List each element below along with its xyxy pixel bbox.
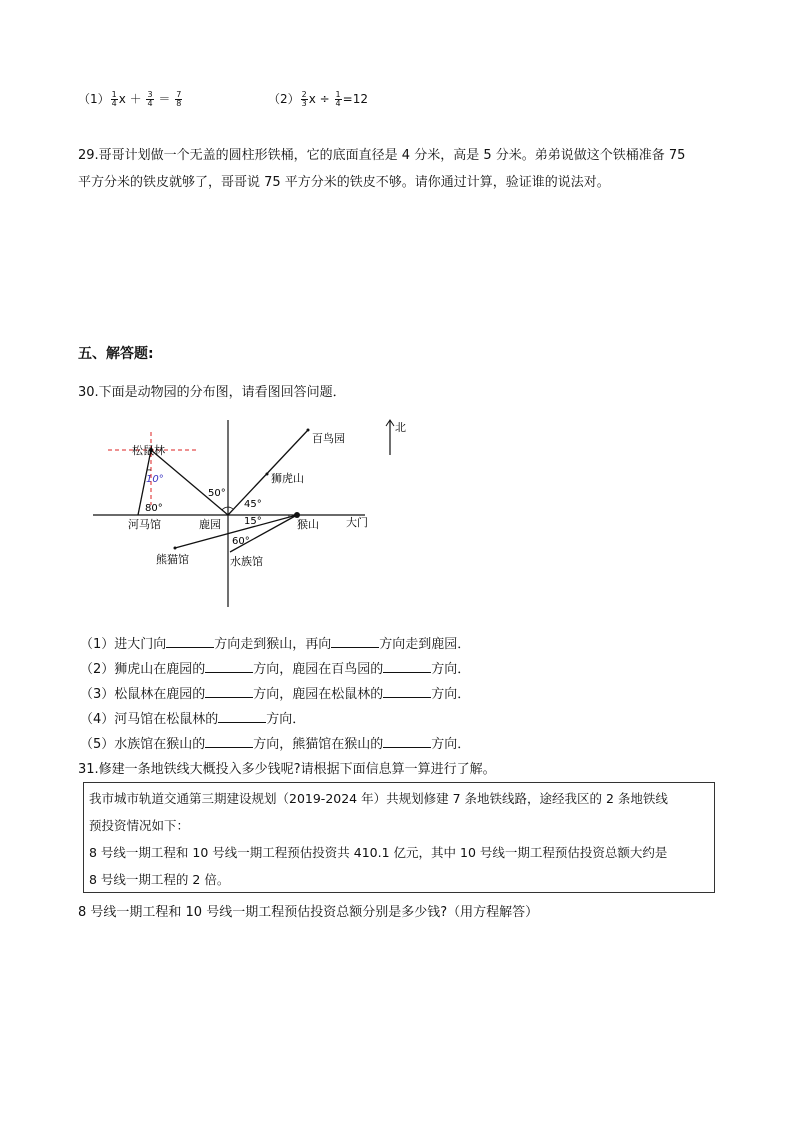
hemaguan-label: 河马馆 xyxy=(128,518,161,531)
eq1-label: （1） xyxy=(78,92,110,106)
q30-1-text-b: 方向走到猴山，再向 xyxy=(214,637,332,652)
eq2-f2-den: 4 xyxy=(335,99,341,108)
q30-1-text-a: （1）进大门向 xyxy=(80,637,167,652)
shihushan-point xyxy=(266,473,269,476)
eq2-f2-num: 1 xyxy=(335,90,341,99)
q30-item-5 xyxy=(80,733,470,752)
q31-question: 8 号线一期工程和 10 号线一期工程预估投资总额分别是多少钱?（用方程解答） xyxy=(78,905,539,920)
q30-3-text-c: 方向． xyxy=(431,687,471,702)
angle-45-label: 45° xyxy=(244,499,262,510)
q30-3-text-a: （3）松鼠林在鹿园的 xyxy=(80,687,206,702)
q29-line-1: 29.哥哥计划做一个无盖的圆柱形铁桶，它的底面直径是 4 分米，高是 5 分米。弟弟说做这个铁桶准备 75 xyxy=(78,148,686,163)
angle-15-label: 15° xyxy=(244,516,262,527)
xiongmaoguan-point xyxy=(174,547,177,550)
eq1-f1-num: 1 xyxy=(111,90,117,99)
q30-1-blank-2[interactable] xyxy=(331,635,379,648)
q30-item-1 xyxy=(80,633,470,652)
q30-1-blank-1[interactable] xyxy=(166,635,214,648)
angle-80-label: 80° xyxy=(145,503,163,514)
q30-2-text-b: 方向，鹿园在百鸟园的 xyxy=(253,662,384,677)
q30-3-blank-2[interactable] xyxy=(383,685,431,698)
damen-label: 大门 xyxy=(346,516,368,529)
bainiaoyuan-point xyxy=(307,429,310,432)
q30-4-text-a: （4）河马馆在松鼠林的 xyxy=(80,712,219,727)
eq1-f2-den: 4 xyxy=(147,99,153,108)
eq1-f1-den: 4 xyxy=(111,99,117,108)
q31-info-box xyxy=(83,782,715,893)
q30-title: 30.下面是动物园的分布图，请看图回答问题． xyxy=(78,385,346,400)
q30-2-text-c: 方向． xyxy=(431,662,471,677)
q30-2-blank-2[interactable] xyxy=(383,660,431,673)
eq2-f1-den: 3 xyxy=(301,99,307,108)
q30-item-4 xyxy=(80,708,305,727)
q30-2-text-a: （2）狮虎山在鹿园的 xyxy=(80,662,206,677)
q31-box-line-1: 我市城市轨道交通第三期建设规划（2019-2024 年）共规划修建 7 条地铁线路，途经我区的 2 条地铁线 xyxy=(89,791,668,806)
songshulin-label: 松鼠林 xyxy=(132,444,165,457)
q30-5-text-c: 方向． xyxy=(431,737,471,752)
eq2-rest: =12 xyxy=(342,92,368,106)
q30-3-text-b: 方向，鹿园在松鼠林的 xyxy=(253,687,384,702)
eq1-var: x ＋ xyxy=(118,92,142,106)
q30-5-blank-1[interactable] xyxy=(205,735,253,748)
q30-item-2 xyxy=(80,658,470,677)
eq1-equals: ＝ xyxy=(158,92,171,106)
bainiaoyuan-label: 百鸟园 xyxy=(312,432,345,445)
q30-5-blank-2[interactable] xyxy=(383,735,431,748)
q30-5-text-b: 方向，熊猫馆在猴山的 xyxy=(253,737,384,752)
eq2-f1-num: 2 xyxy=(301,90,307,99)
houshan-label: 猴山 xyxy=(297,518,319,531)
q31-box-line-2: 预投资情况如下： xyxy=(89,818,190,833)
eq1-f3-num: 7 xyxy=(176,90,182,99)
shihushan-label: 狮虎山 xyxy=(271,472,304,485)
luyuan-label: 鹿园 xyxy=(199,518,221,531)
eq1-f2-num: 3 xyxy=(147,90,153,99)
q31-box-line-4: 8 号线一期工程的 2 倍。 xyxy=(89,872,230,887)
north-label: 北 xyxy=(395,421,406,434)
angle-10-label: 10° xyxy=(146,474,164,485)
q30-1-text-c: 方向走到鹿园． xyxy=(379,637,471,652)
eq2-label: （2） xyxy=(268,92,300,106)
section-title: 五、解答题: xyxy=(78,346,154,362)
q30-3-blank-1[interactable] xyxy=(205,685,253,698)
q30-4-text-b: 方向． xyxy=(266,712,306,727)
q30-item-3 xyxy=(80,683,470,702)
angle-50-label: 50° xyxy=(208,488,226,499)
shuizuguan-label: 水族馆 xyxy=(230,555,263,568)
q31-title: 31.修建一条地铁线大概投入多少钱呢?请根据下面信息算一算进行了解。 xyxy=(78,762,496,777)
q31-box-line-3: 8 号线一期工程和 10 号线一期工程预估投资共 410.1 亿元，其中 10 号线一期工程预估投资总额大约是 xyxy=(89,845,668,860)
q29-line-2: 平方分米的铁皮就够了，哥哥说 75 平方分米的铁皮不够。请你通过计算，验证谁的说法对。 xyxy=(78,175,610,190)
q30-2-blank-1[interactable] xyxy=(205,660,253,673)
arc-45 xyxy=(228,507,233,509)
q30-5-text-a: （5）水族馆在猴山的 xyxy=(80,737,206,752)
arc-50 xyxy=(222,507,228,510)
xiongmaoguan-label: 熊猫馆 xyxy=(156,553,189,566)
eq2-var: x ÷ xyxy=(308,92,330,106)
q30-4-blank-1[interactable] xyxy=(218,710,266,723)
angle-60-label: 60° xyxy=(232,536,250,547)
eq1-f3-den: 8 xyxy=(176,99,182,108)
